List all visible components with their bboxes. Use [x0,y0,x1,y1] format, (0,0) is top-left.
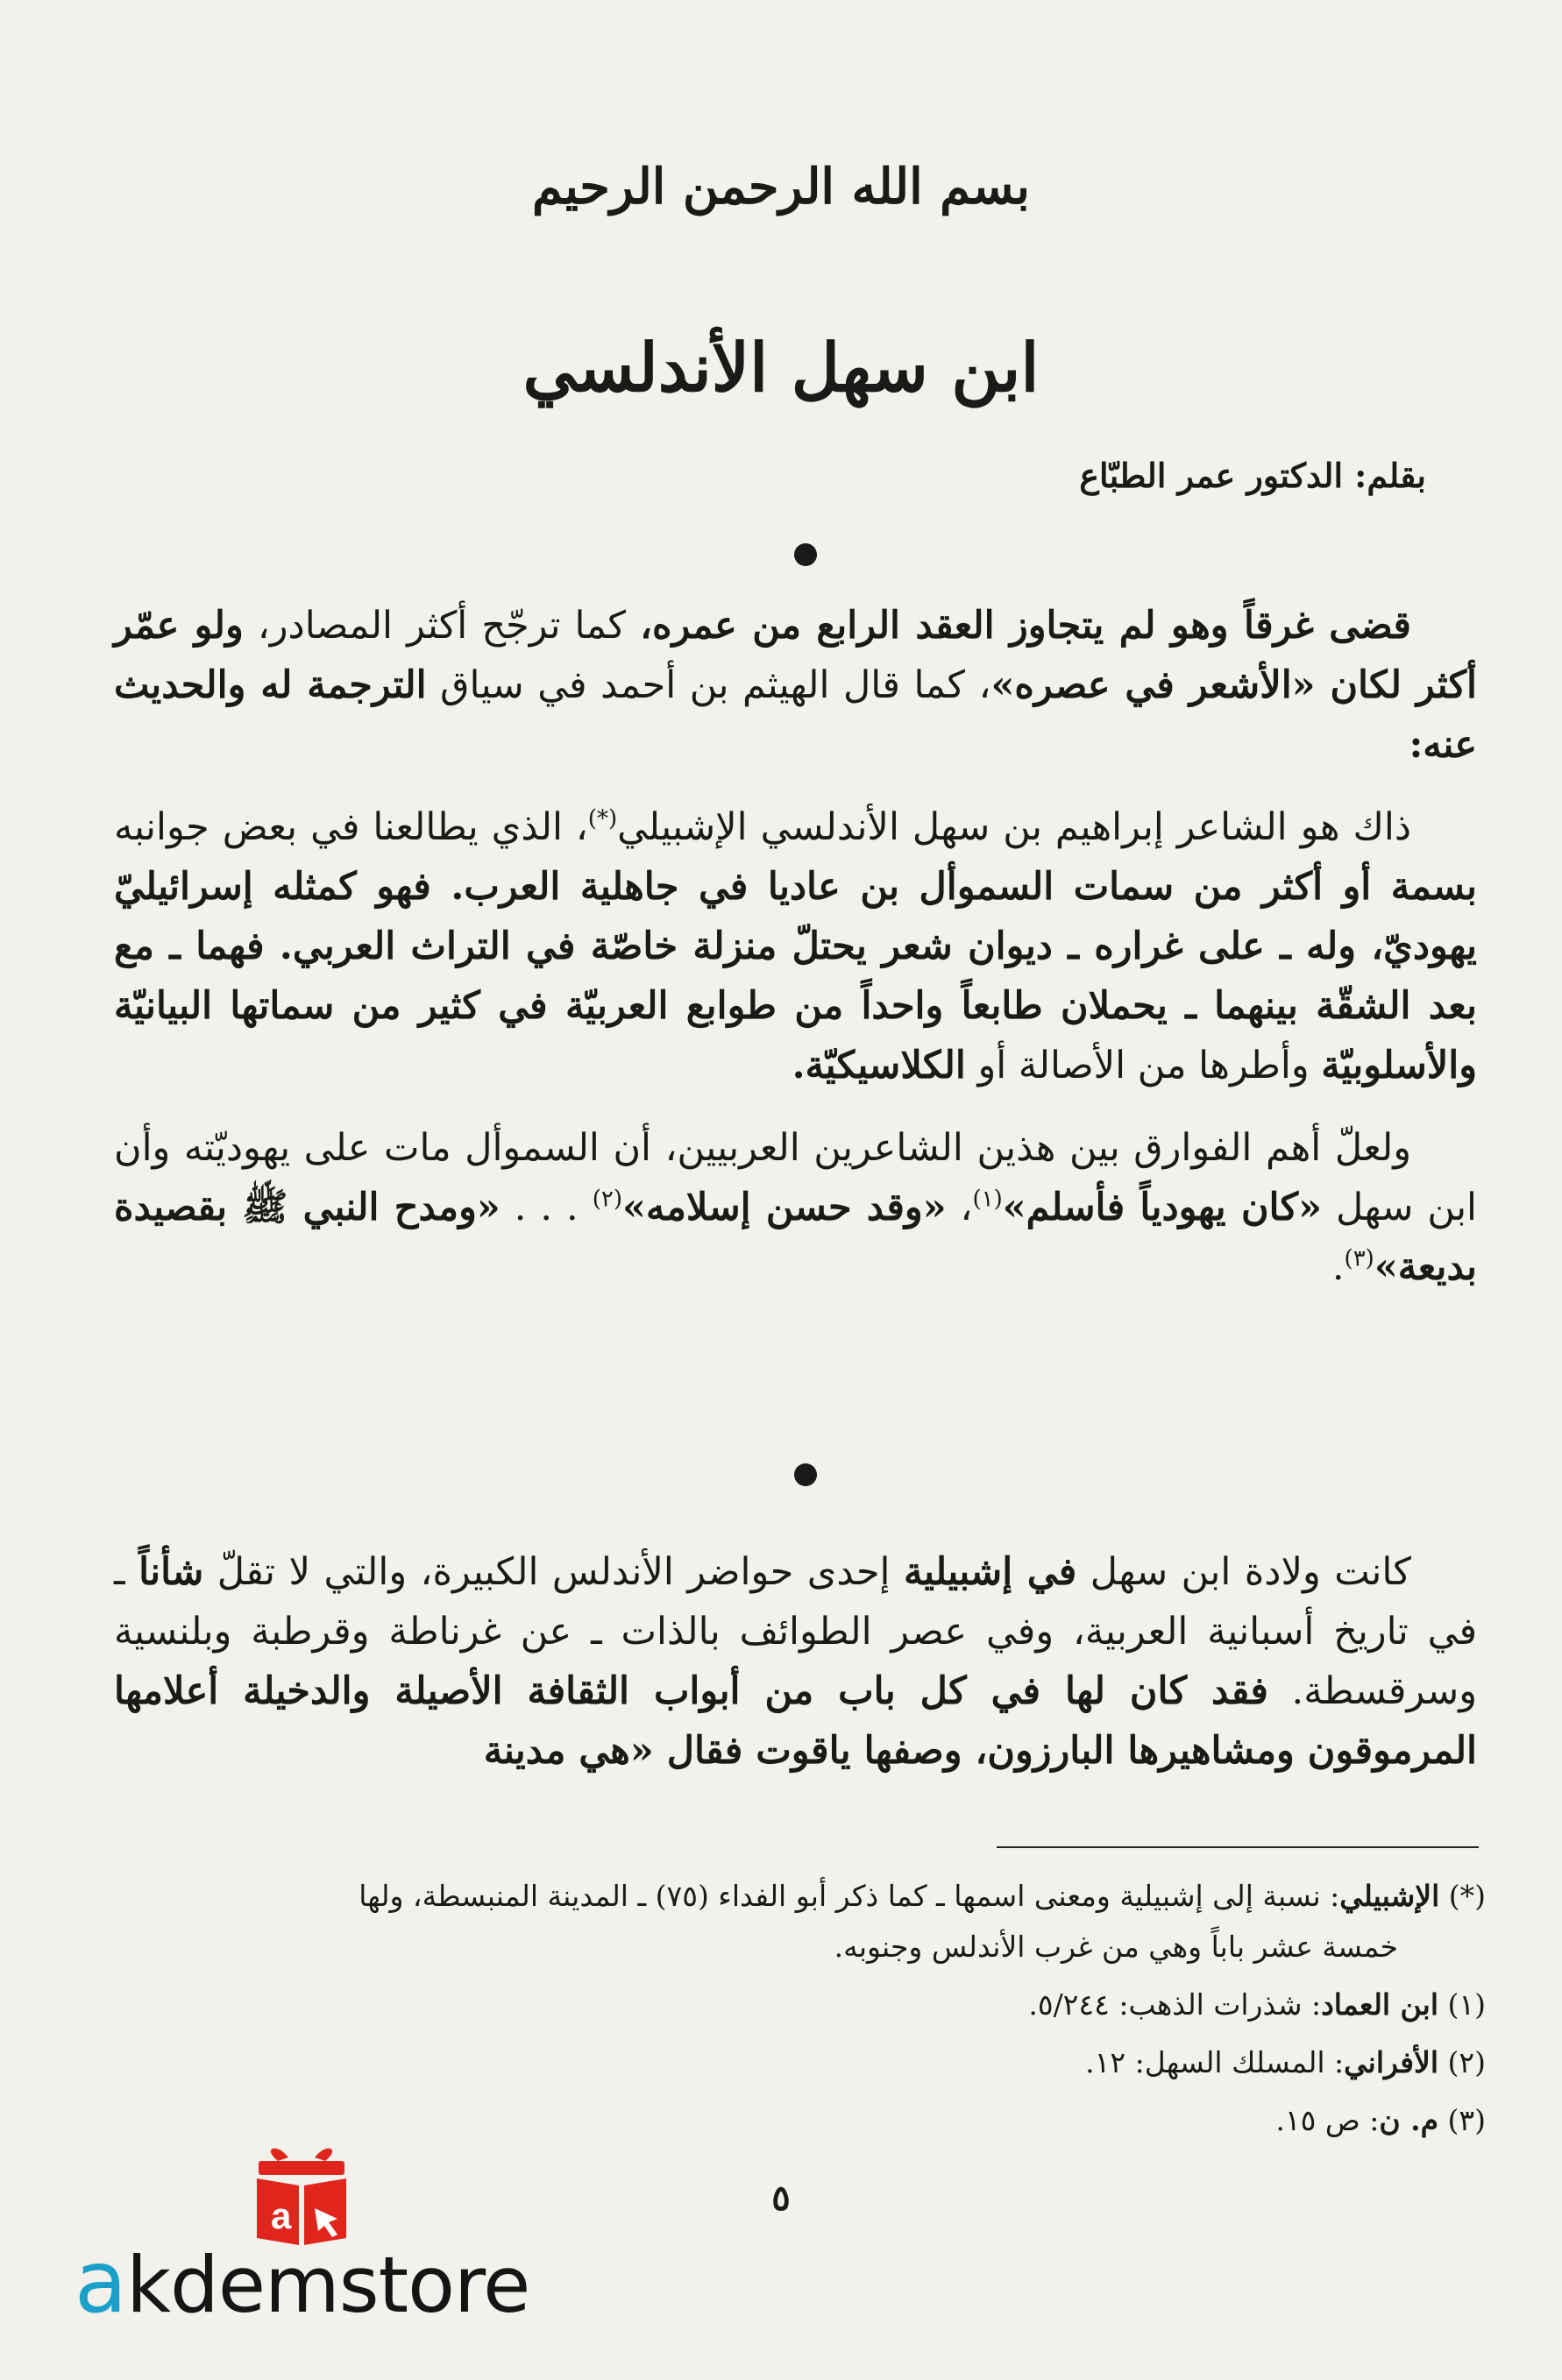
footnote-text: : المسلك السهل: ١٢. [1085,2045,1345,2079]
footnote-continuation: خمسة عشر باباً وهي من غرب الأندلس وجنوبه. [834,1930,1398,1964]
section-one [114,596,1477,1297]
footnote-source: الإشبيلي [1339,1879,1440,1913]
text-run: ، [946,1186,973,1229]
footnote-marker: (٣) [1447,2103,1486,2137]
text-run: ، الذي يطالعنا في بعض جوانبه [114,805,588,849]
text-run: ـ في تاريخ أسبانية العربية، وفي عصر الطوائف بالذات ـ عن غرناطة وقرطبة وبلنسية وسرقسطة. [114,1550,1477,1713]
text-run: بسمة أو أكثر من سمات السموأل بن عاديا في جاهلية العرب. فهو كمثله إسرائيليّ يهوديّ، وله ـ على غراره ـ ديوان شعر يحتلّ منزلة خاصّة في التراث العربي. فهما ـ مع بعد الشقّة بينهما ـ يحملان طابعاً واحداً من طوابع العربيّة في كثير من سماتها البيانيّة والأسلوبيّة [114,865,1477,1087]
paragraph [114,596,1477,775]
text-run: ، كما قال الهيثم بن أحمد في سياق [426,663,991,707]
footnote-source: م. ن [1379,2103,1439,2137]
text-run: قضى غرقاً وهو لم يتجاوز العقد الرابع من عمره، [640,604,1411,648]
text-run: كما ترجّح أكثر المصادر، [243,604,641,648]
footnote-ref: (٣) [1344,1245,1374,1272]
quote: «كان يهودياً فأسلم» [1002,1186,1322,1229]
text-run: ولو عمّر أكثر لكان «الأشعر في عصره» [114,604,1477,707]
text-run: الكلاسيكيّة. [792,1044,966,1087]
basmala: بسم الله الرحمن الرحيم [532,158,1030,216]
section-two [114,1542,1477,1781]
text-run: ولعلّ أهم الفوارق بين هذين الشاعرين العربيين، أن السموأل مات على يهوديّته وأن ابن سهل [114,1126,1477,1229]
text-run: إحدى حواضر الأندلس الكبيرة، والتي لا تقلّ [203,1550,904,1594]
footnote-marker: (١) [1447,1987,1486,2022]
section-divider-dot [794,543,817,566]
footnote-ref: (١) [972,1186,1003,1213]
text-run: . [1331,1245,1345,1289]
author-line: بقلم: الدكتور عمر الطبّاع [1079,456,1426,495]
brand-name [75,2235,565,2331]
footnote-source: ابن العماد [1321,1987,1439,2022]
footnote [131,1871,1486,1973]
brand-initial: a [75,2233,127,2333]
section-divider-dot [794,1463,817,1486]
brand-rest: kdemstore [126,2240,530,2330]
gift-book-icon [250,2138,353,2248]
footnote-separator [997,1846,1479,1848]
text-run: في إشبيلية [903,1550,1077,1594]
text-run: الترجمة له والحديث عنه: [114,663,1477,767]
paragraph [114,797,1477,1095]
text-run: وأطرها من الأصالة أو [965,1044,1322,1087]
text-run: فقد كان لها في كل باب من أبواب الثقافة الأصيلة والدخيلة أعلامها المرموقون ومشاهيرها البارزون، وصفها ياقوت فقال «هي مدينة [114,1669,1477,1773]
footnote-ref: (*) [587,805,618,832]
quote: «ومدح النبي ﷺ بقصيدة بديعة» [114,1186,1477,1289]
text-run: كانت ولادة ابن سهل [1076,1550,1411,1594]
footnote-ref: (٢) [592,1186,622,1213]
store-watermark [75,2138,565,2340]
footnote-text: : نسبة إلى إشبيلية ومعنى اسمها ـ كما ذكر أبو الفداء (٧٥) ـ المدينة المنبسطة، ولها [359,1879,1340,1913]
footnote-source: الأفراني [1344,2045,1439,2079]
text-run: . . . [500,1186,593,1229]
page-title: ابن سهل الأندلسي [522,329,1040,407]
footnote-text: : ص ١٥. [1275,2103,1380,2137]
footnote [131,2037,1486,2088]
paragraph [114,1118,1477,1297]
footnote-text: : شذرات الذهب: ٥/٢٤٤. [1028,1987,1322,2022]
text-run: شأناً [138,1550,204,1594]
quote: «وقد حسن إسلامه» [621,1186,947,1229]
footnote-marker: (*) [1448,1879,1486,1913]
footnotes [131,1871,1486,2153]
text-run: ذاك هو الشاعر إبراهيم بن سهل الأندلسي الإشبيلي [617,805,1411,849]
page-number: ٥ [771,2178,791,2219]
footnote [131,1980,1486,2030]
footnote-marker: (٢) [1447,2045,1486,2079]
svg-text:a: a [271,2195,292,2236]
paragraph [114,1542,1477,1781]
